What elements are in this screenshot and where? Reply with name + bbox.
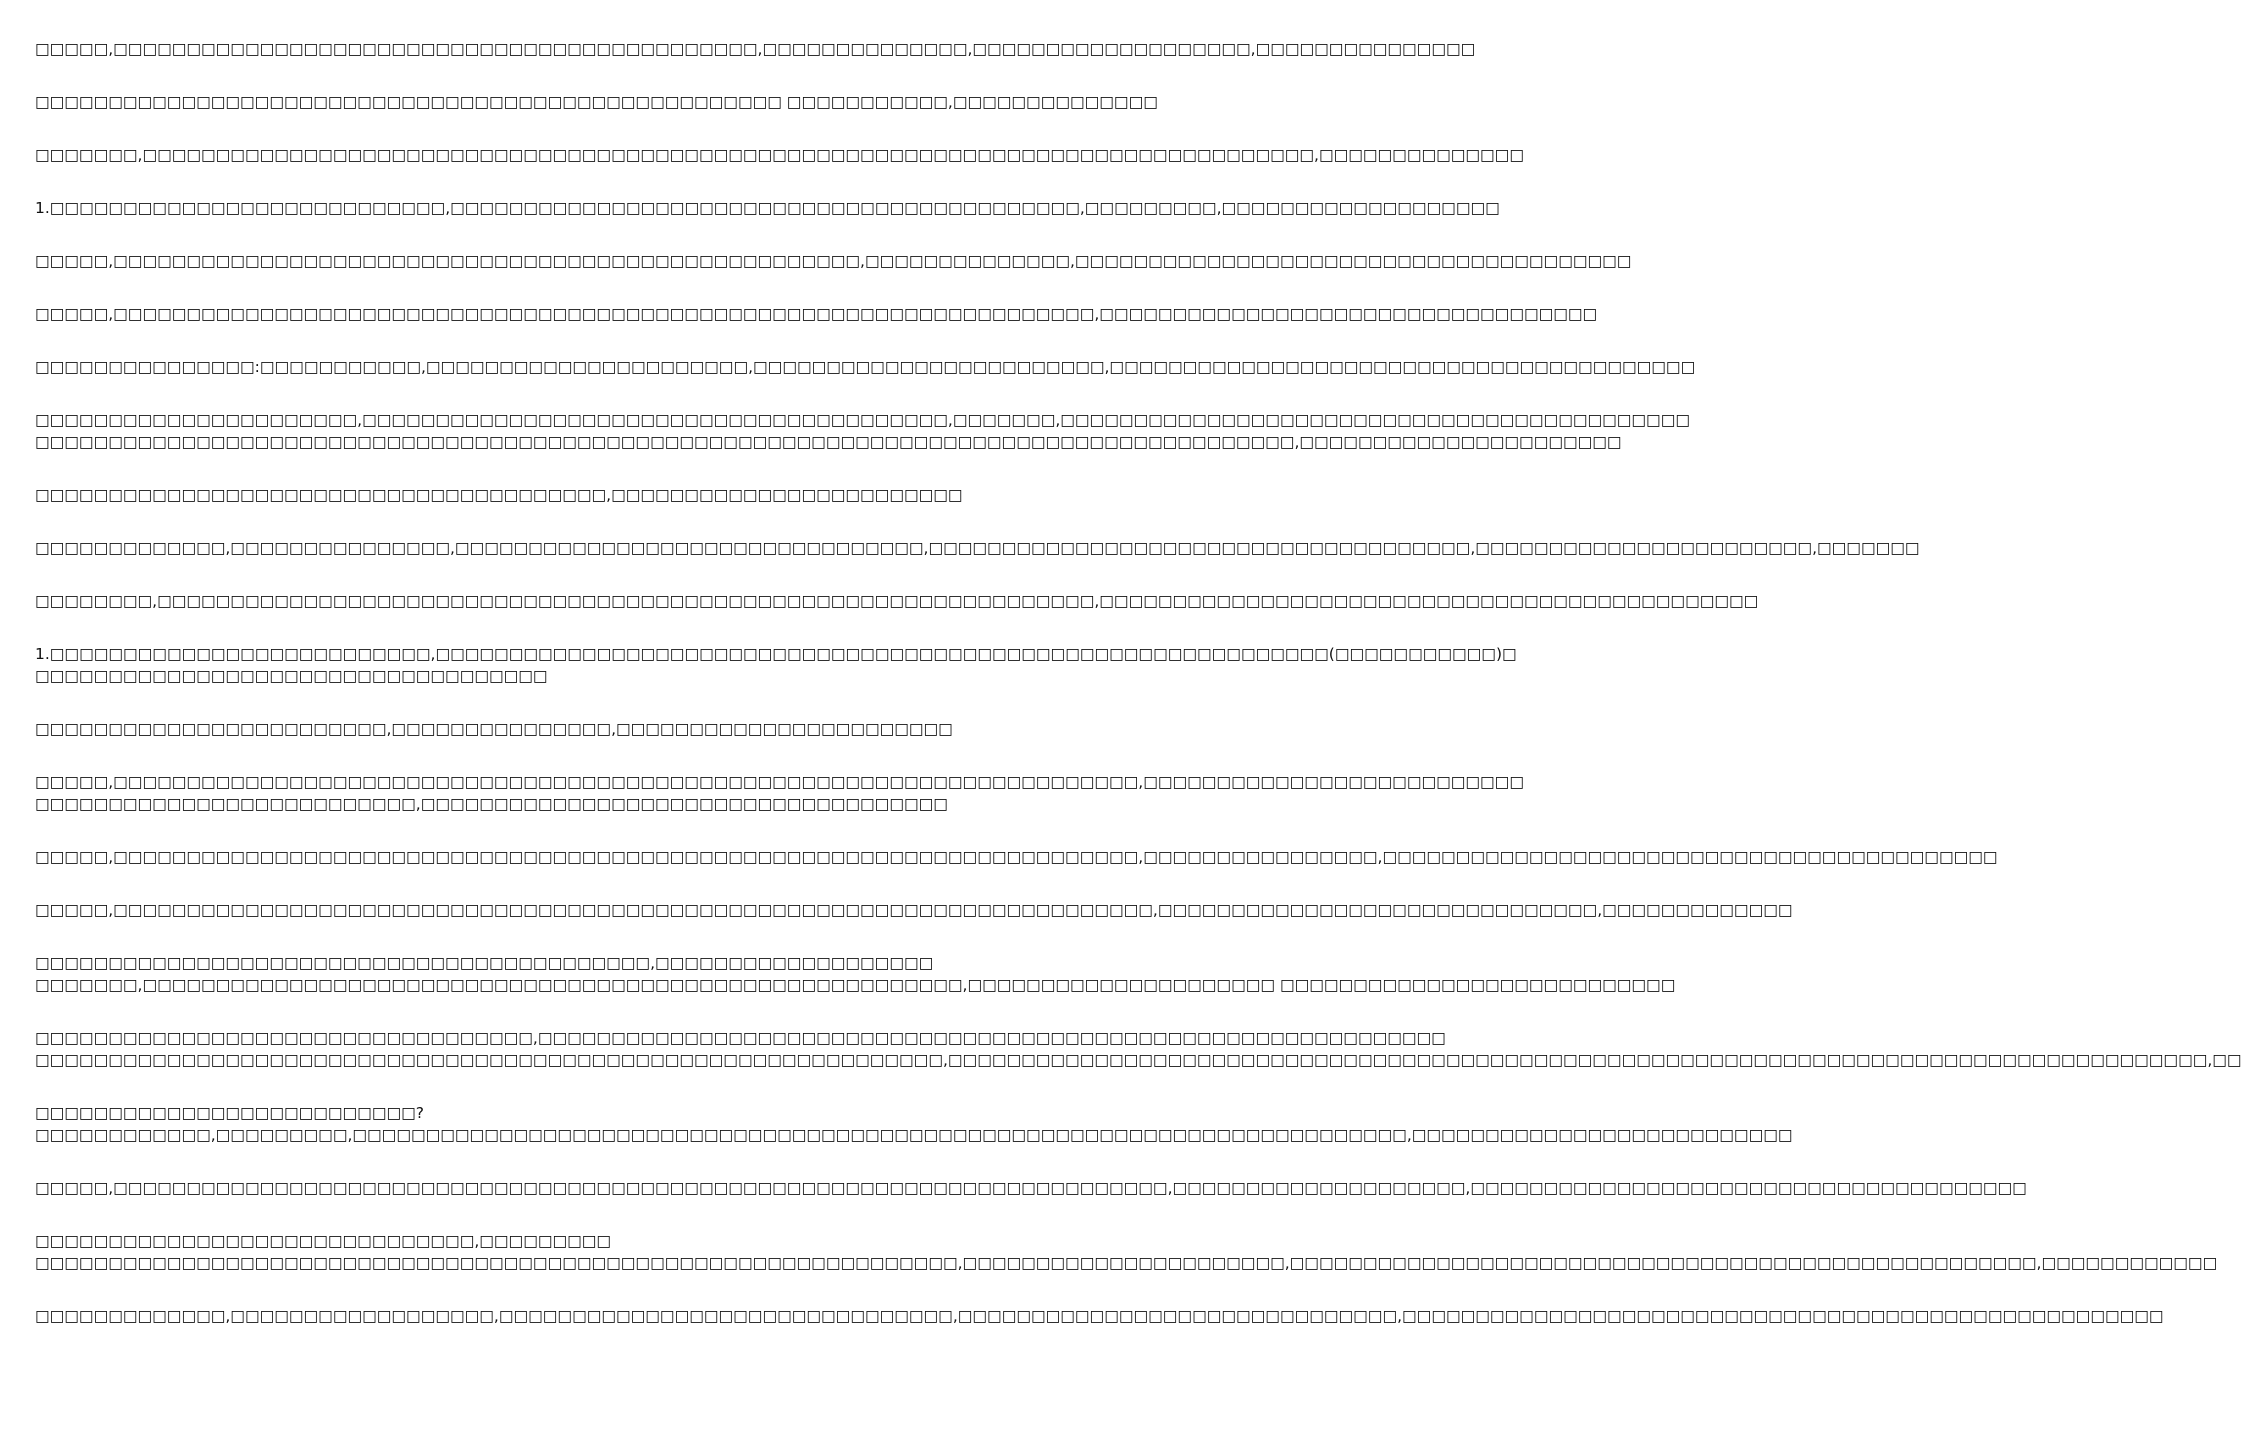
paragraph — [35, 356, 1696, 378]
text-line: □□□□□□□□□□□□□□□□□□□□□□□□□□□□□□□□□□□□□□□□□□□□□□□□□□□□□□□□□□□□□□,□□□□□□□□□□□□□□□□□□□□□□□□□□□□□□□□□□□□□□□□□□□□□□□□□□□□□□□□□□□□□□□□□□□□□□□□□□□□□□□□□□□□□□,□□ — [35, 1051, 2242, 1069]
paragraph — [35, 144, 1524, 166]
paragraph — [35, 1230, 2218, 1274]
paragraph — [35, 643, 1517, 687]
paragraph — [35, 91, 1158, 113]
document-body — [35, 38, 2242, 1358]
text-line: □□□□□□□□□□□□□□□□□□□□□□□□□□□□□□□□□□,□□□□□□□□□□□□□□□□□□□□□□□□□□□□□□□□□□□□□□□□□□□□□□□□□□□□□□□□□□□□□□ — [35, 1029, 1446, 1047]
text-line: □□□□□□□□□□□□□□□□□□□□□□□□□□□□□□□□□□□ — [35, 667, 548, 685]
paragraph — [35, 484, 990, 506]
text-line: □□□□□□□□□□□□□□□□□□□□□□□□,□□□□□□□□□□□□□□□,□□□□□□□□□□□□□□□□□□□□□□□ — [35, 720, 953, 738]
text-line: □□□□□□□□□□□□□□□□□□□□□□□□□□□□□□□□□□□□□□□□□□□□□□□□□□□ □□□□□□□□□□□,□□□□□□□□□□□□□□ — [35, 93, 1158, 111]
paragraph — [35, 1177, 2027, 1199]
paragraph — [35, 899, 1793, 921]
text-line: □□□□□,□□□□□□□□□□□□□□□□□□□□□□□□□□□□□□□□□□□□□□□□□□□□□□□□□□□□□□□□□□□□□□□□□□□□□□,□□□□□□□□□□□□□□□□□□□□□□□□□□ — [35, 773, 1524, 791]
paragraph — [35, 952, 1676, 996]
paragraph — [35, 846, 1998, 868]
text-line: □□□□□,□□□□□□□□□□□□□□□□□□□□□□□□□□□□□□□□□□□□□□□□□□□□□□□□□□□□□□□□□□□□□□□□□□□□□□□,□□□□□□□□□□□□□□□□□□□□□□□□□□□□□□,□□□□□□□□□□□□□ — [35, 901, 1793, 919]
text-line: □□□□□,□□□□□□□□□□□□□□□□□□□□□□□□□□□□□□□□□□□□□□□□□□□□,□□□□□□□□□□□□□□,□□□□□□□□□□□□□□□□□□□,□□□□□□□□□□□□□□□ — [35, 40, 1476, 58]
text-line: □□□□□□□□□□□□□□□□□□□□□□,□□□□□□□□□□□□□□□□□□□□□□□□□□□□□□□□□□□□□□□□,□□□□□□□,□□□□□□□□□□□□□□□□□□□□□□□□□□□□□□□□□□□□□□□□□□□ — [35, 411, 1690, 429]
text-line: □□□□□□□,□□□□□□□□□□□□□□□□□□□□□□□□□□□□□□□□□□□□□□□□□□□□□□□□□□□□□□□□,□□□□□□□□□□□□□□□□□□□□□ □□□□□□□□□□□□□□□□□□□□□□□□□□□ — [35, 976, 1676, 994]
paragraph — [35, 38, 1476, 60]
paragraph — [35, 1102, 1793, 1146]
paragraph — [35, 250, 1632, 272]
paragraph — [35, 303, 1598, 325]
text-line: □□□□□□□□□□□□□,□□□□□□□□□□□□□□□,□□□□□□□□□□□□□□□□□□□□□□□□□□□□□□□□,□□□□□□□□□□□□□□□□□□□□□□□□□□□□□□□□□□□□□,□□□□□□□□□□□□□□□□□□□□□□□,□□□□□□□ — [35, 539, 1920, 557]
paragraph — [35, 718, 990, 740]
text-line: 1.□□□□□□□□□□□□□□□□□□□□□□□□□□□,□□□□□□□□□□□□□□□□□□□□□□□□□□□□□□□□□□□□□□□□□□□,□□□□□□□□□,□□□□□□□□□□□□□□□□□□□ — [35, 199, 1500, 217]
text-line: □□□□□□□□□□□□□□□□□□□□□□□□□□□□□□□□□□□□□□□□□□□□□□□□□□□□□□□□□□□□□□□□□□□□□□□□□□□□□□□□□□□□□□,□□□□□□□□□□□□□□□□□□□□□□ — [35, 433, 1622, 451]
text-line: □□□□□□□□□□□□□□□□□□□□□□□□□□□□□□□□□□□□□□□□□□□□□□□□□□□□□□□□□□□□□□□,□□□□□□□□□□□□□□□□□□□□□□,□□□□□□□□□□□□□□□□□□□□□□□□□□□□□□□□□□□□□□□□□□□□□□□□□□□,□□□□□□□□□□□□ — [35, 1254, 2218, 1272]
text-line: □□□□□□□,□□□□□□□□□□□□□□□□□□□□□□□□□□□□□□□□□□□□□□□□□□□□□□□□□□□□□□□□□□□□□□□□□□□□□□□□□□□□□□□□,□□□□□□□□□□□□□□ — [35, 146, 1524, 164]
text-line: 1.□□□□□□□□□□□□□□□□□□□□□□□□□□,□□□□□□□□□□□□□□□□□□□□□□□□□□□□□□□□□□□□□□□□□□□□□□□□□□□□□□□□□□□□□(□□□□□□□□□□□)□ — [35, 645, 1517, 663]
paragraph — [35, 590, 1759, 612]
text-line: □□□□□□□□□□□□□□□:□□□□□□□□□□□,□□□□□□□□□□□□□□□□□□□□□□,□□□□□□□□□□□□□□□□□□□□□□□□,□□□□□□□□□□□□□□□□□□□□□□□□□□□□□□□□□□□□□□□□ — [35, 358, 1696, 376]
paragraph — [35, 537, 1920, 559]
text-line: □□□□□□□□□□□□□□□□□□□□□□□□□□□□□□□□□□□□□□□□□□,□□□□□□□□□□□□□□□□□□□ — [35, 954, 934, 972]
paragraph — [35, 197, 1500, 219]
text-line: □□□□□□□□□□□□□□□□□□□□□□□□□□? — [35, 1104, 424, 1122]
text-line: □□□□□□□□□□□□□,□□□□□□□□□□□□□□□□□□,□□□□□□□□□□□□□□□□□□□□□□□□□□□□□□□,□□□□□□□□□□□□□□□□□□□□□□□□□□□□□□,□□□□□□□□□□□□□□□□□□□□□□□□□□□□□□□□□□□□□□□□□□□□□□□□□□□□ — [35, 1307, 2164, 1325]
text-line: □□□□□□□□,□□□□□□□□□□□□□□□□□□□□□□□□□□□□□□□□□□□□□□□□□□□□□□□□□□□□□□□□□□□□□□□□,□□□□□□□□□□□□□□□□□□□□□□□□□□□□□□□□□□□□□□□□□□□□□ — [35, 592, 1759, 610]
paragraph — [35, 409, 1690, 453]
paragraph — [35, 1027, 2242, 1071]
text-line: □□□□□,□□□□□□□□□□□□□□□□□□□□□□□□□□□□□□□□□□□□□□□□□□□□□□□□□□□□□□□□□□□□□□□□□□□,□□□□□□□□□□□□□□□□□□□□□□□□□□□□□□□□□□ — [35, 305, 1598, 323]
text-line: □□□□□,□□□□□□□□□□□□□□□□□□□□□□□□□□□□□□□□□□□□□□□□□□□□□□□□□□□,□□□□□□□□□□□□□□,□□□□□□□□□□□□□□□□□□□□□□□□□□□□□□□□□□□□□□ — [35, 252, 1632, 270]
text-line: □□□□□,□□□□□□□□□□□□□□□□□□□□□□□□□□□□□□□□□□□□□□□□□□□□□□□□□□□□□□□□□□□□□□□□□□□□□□,□□□□□□□□□□□□□□□□,□□□□□□□□□□□□□□□□□□□□□□□□□□□□□□□□□□□□□□□□□□ — [35, 848, 1998, 866]
paragraph — [35, 771, 1524, 815]
text-line: □□□□□□□□□□□□□□□□□□□□□□□□□□,□□□□□□□□□□□□□□□□□□□□□□□□□□□□□□□□□□□□ — [35, 795, 948, 813]
text-line: □□□□□,□□□□□□□□□□□□□□□□□□□□□□□□□□□□□□□□□□□□□□□□□□□□□□□□□□□□□□□□□□□□□□□□□□□□□□□□,□□□□□□□□□□□□□□□□□□□□,□□□□□□□□□□□□□□□□□□□□□□□□□□□□□□□□□□□□□□ — [35, 1179, 2027, 1197]
paragraph — [35, 1305, 2164, 1327]
text-line: □□□□□□□□□□□□,□□□□□□□□□,□□□□□□□□□□□□□□□□□□□□□□□□□□□□□□□□□□□□□□□□□□□□□□□□□□□□□□□□□□□□□□□□□□□□□□□□,□□□□□□□□□□□□□□□□□□□□□□□□□□ — [35, 1126, 1793, 1144]
text-line: □□□□□□□□□□□□□□□□□□□□□□□□□□□□□□□□□□□□□□□,□□□□□□□□□□□□□□□□□□□□□□□□ — [35, 486, 963, 504]
text-line: □□□□□□□□□□□□□□□□□□□□□□□□□□□□□□,□□□□□□□□□ — [35, 1232, 612, 1250]
